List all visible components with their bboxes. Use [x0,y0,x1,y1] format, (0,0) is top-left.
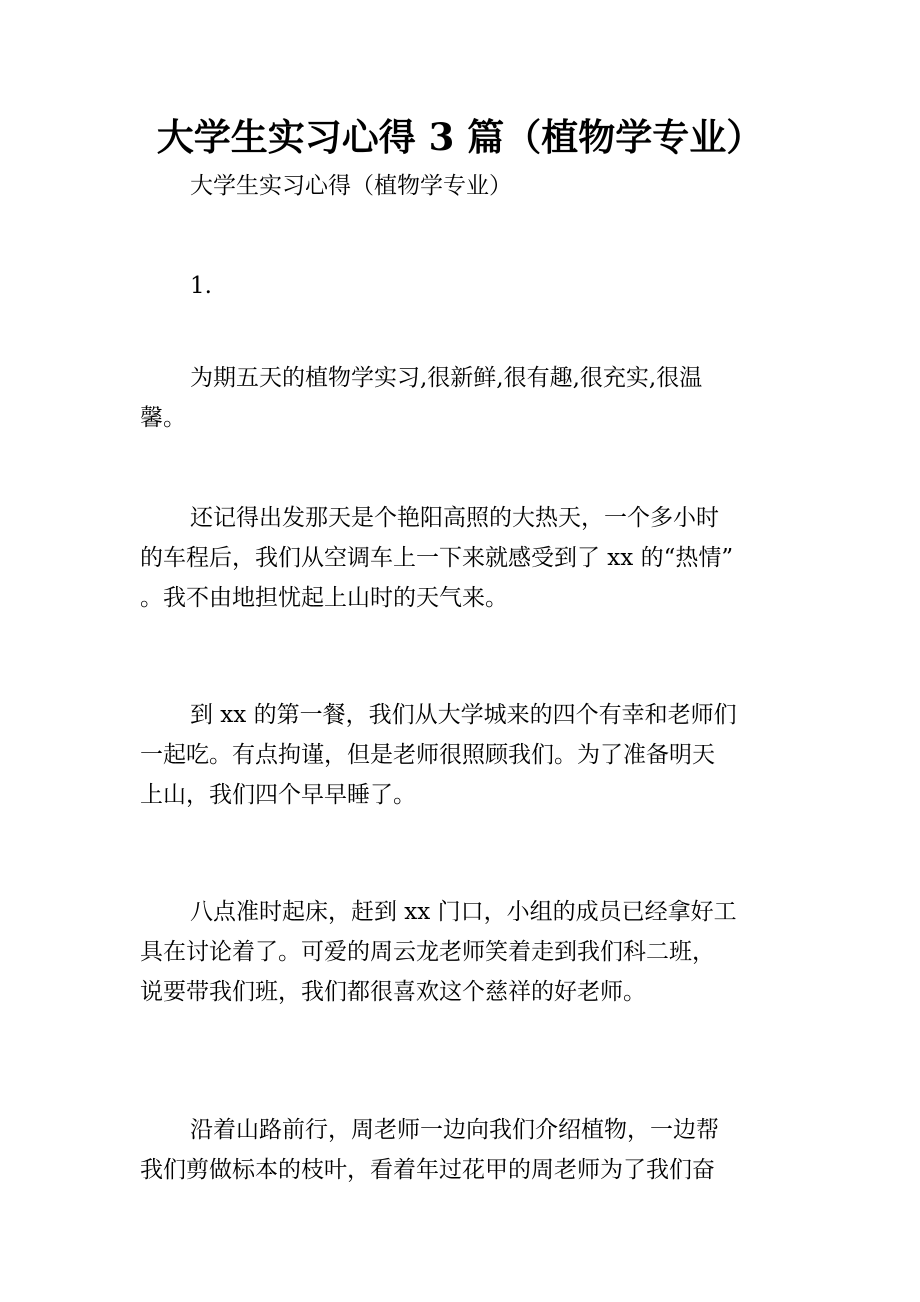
paragraph-5 [140,1110,790,1190]
document-subtitle: 大学生实习心得（植物学专业） [190,173,512,199]
paragraph-line: 到 xx 的第一餐，我们从大学城来的四个有幸和老师们 [190,702,737,728]
paragraph-line: 。我不由地担忧起上山时的天气来。 [140,585,508,611]
paragraph-line: 为期五天的植物学实习,很新鲜,很有趣,很充实,很温 [190,365,703,391]
paragraph-line: 具在讨论着了。可爱的周云龙老师笑着走到我们科二班， [140,939,715,965]
paragraph-line: 一起吃。有点拘谨，但是老师很照顾我们。为了准备明天 [140,742,715,768]
paragraph-4 [140,892,790,1012]
paragraph-line: 我们剪做标本的枝叶，看着年过花甲的周老师为了我们奋 [140,1157,715,1183]
paragraph-line: 馨。 [140,405,186,431]
section-number: 1. [190,273,212,299]
paragraph-1 [140,358,790,438]
paragraph-line: 八点准时起床，赶到 xx 门口，小组的成员已经拿好工 [190,899,737,925]
paragraph-line: 沿着山路前行，周老师一边向我们介绍植物，一边帮 [190,1117,719,1143]
paragraph-line: 还记得出发那天是个艳阳高照的大热天，一个多小时 [190,505,719,531]
paragraph-line: 上山，我们四个早早睡了。 [140,782,416,808]
paragraph-line: 的车程后，我们从空调车上一下来就感受到了 xx 的“热情” [140,545,734,571]
paragraph-2 [140,498,790,618]
paragraph-line: 说要带我们班，我们都很喜欢这个慈祥的好老师。 [140,979,646,1005]
document-title: 大学生实习心得 3 篇（植物学专业） [156,115,764,159]
paragraph-3 [140,695,790,815]
